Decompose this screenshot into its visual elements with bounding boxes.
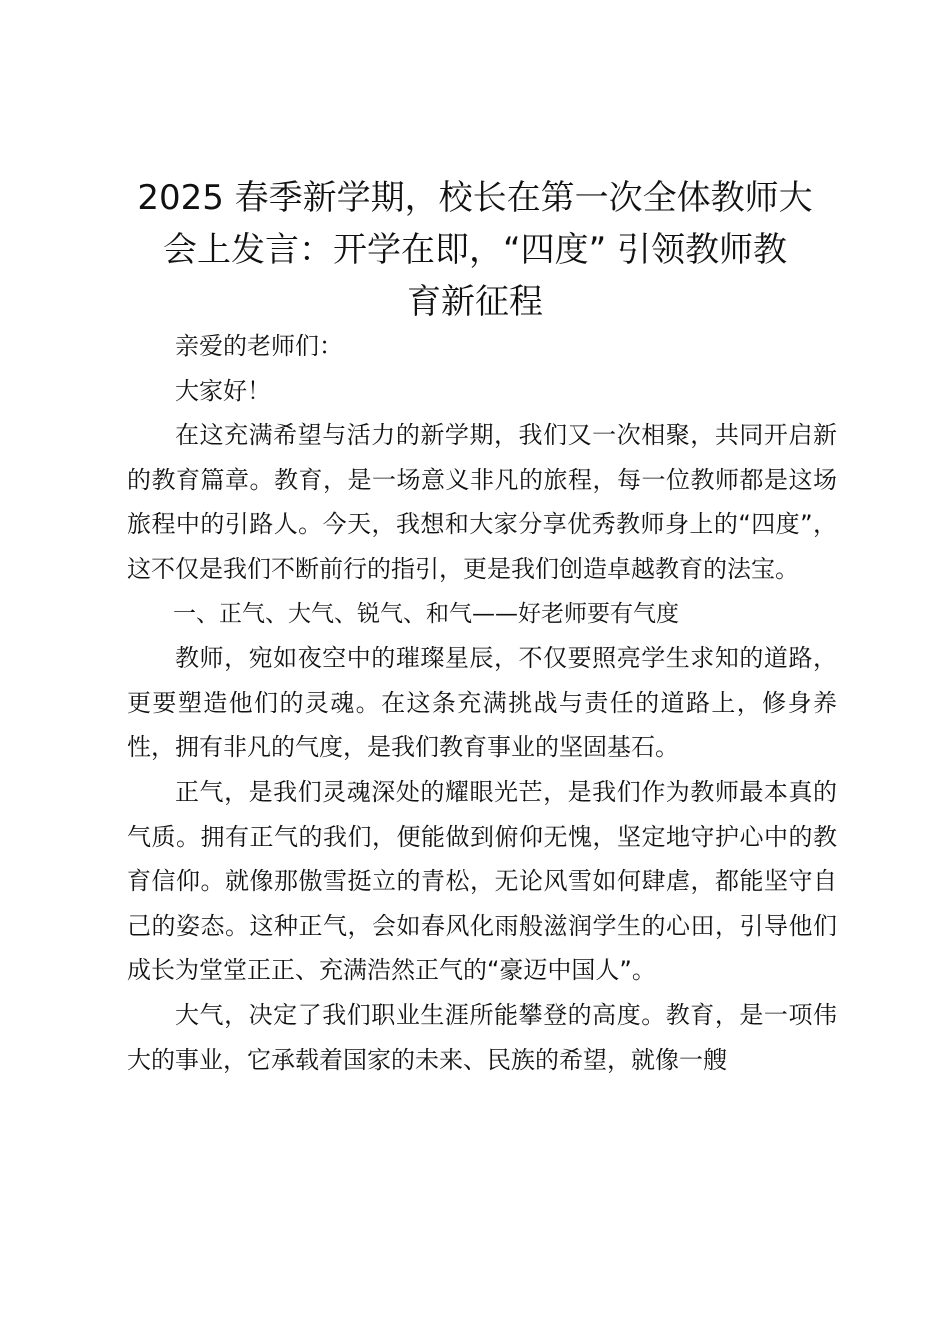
document-title — [118, 172, 832, 328]
intro-paragraph: 在这充满希望与活力的新学期，我们又一次相聚，共同开启新的教育篇章。教育，是一场意义非凡的旅程，每一位教师都是这场旅程中的引路人。今天，我想和大家分享优秀教师身上的“四度”，这不仅是我们不断前行的指引，更是我们创造卓越教育的法宝。 — [127, 421, 837, 583]
document-body — [127, 324, 837, 1082]
body-paragraph: 正气，是我们灵魂深处的耀眼光芒，是我们作为教师最本真的气质。拥有正气的我们，便能做到俯仰无愧，坚定地守护心中的教育信仰。就像那傲雪挺立的青松，无论风雪如何肆虐，都能坚守自己的姿态。这种正气，会如春风化雨般滋润学生的心田，引导他们成长为堂堂正正、充满浩然正气的“豪迈中国人”。 — [127, 777, 837, 985]
greeting: 大家好！ — [175, 376, 271, 405]
title-line: 2025 春季新学期，校长在第一次全体教师大 — [137, 178, 813, 218]
title-line: 育新征程 — [407, 282, 543, 322]
section-heading: 一、正气、大气、锐气、和气——好老师要有气度 — [173, 600, 679, 627]
title-line: 会上发言：开学在即，“四度” 引领教师教 — [162, 230, 788, 270]
body-paragraph: 大气，决定了我们职业生涯所能攀登的高度。教育，是一项伟大的事业，它承载着国家的未来、民族的希望，就像一艘 — [127, 1000, 837, 1074]
body-paragraph: 教师，宛如夜空中的璀璨星辰，不仅要照亮学生求知的道路，更要塑造他们的灵魂。在这条充满挑战与责任的道路上，修身养性，拥有非凡的气度，是我们教育事业的坚固基石。 — [127, 644, 837, 762]
salutation: 亲爱的老师们： — [175, 332, 343, 360]
